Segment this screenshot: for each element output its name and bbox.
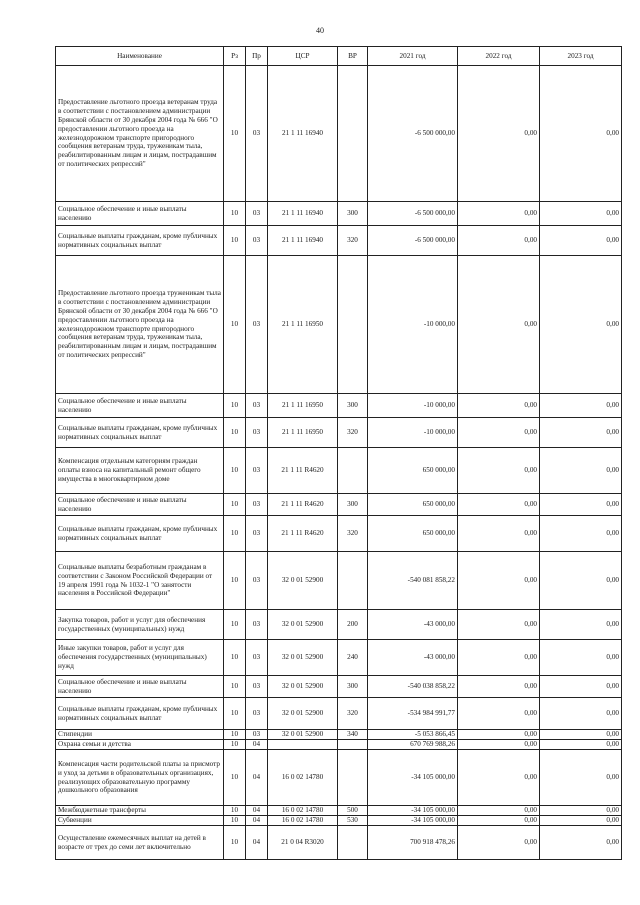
cell-name: Социальное обеспечение и иные выплаты населению [56,394,224,418]
cell-2022: 0,00 [458,418,540,448]
cell-rz: 10 [224,610,246,640]
cell-vr [338,552,368,610]
cell-vr [338,448,368,494]
cell-rz: 10 [224,750,246,806]
cell-2022: 0,00 [458,676,540,698]
cell-rz: 10 [224,816,246,826]
table-row [56,516,622,552]
header-rz: Рз [224,47,246,66]
cell-2021: -534 984 991,77 [368,698,458,730]
cell-rz: 10 [224,256,246,394]
cell-2023: 0,00 [540,418,622,448]
cell-2023: 0,00 [540,826,622,860]
cell-csr: 21 1 11 R4620 [268,494,338,516]
cell-rz: 10 [224,226,246,256]
cell-2021: -10 000,00 [368,256,458,394]
cell-vr: 240 [338,640,368,676]
table-row [56,698,622,730]
cell-pr: 04 [246,826,268,860]
cell-pr: 03 [246,698,268,730]
cell-2022: 0,00 [458,516,540,552]
cell-rz: 10 [224,448,246,494]
cell-pr: 03 [246,226,268,256]
cell-2023: 0,00 [540,494,622,516]
cell-name: Субвенции [56,816,224,826]
cell-csr: 32 0 01 52900 [268,640,338,676]
cell-2021: -43 000,00 [368,610,458,640]
cell-vr: 300 [338,202,368,226]
cell-2023: 0,00 [540,202,622,226]
table-row [56,226,622,256]
cell-2023: 0,00 [540,676,622,698]
cell-2022: 0,00 [458,816,540,826]
table-row [56,676,622,698]
cell-name: Социальное обеспечение и иные выплаты населению [56,494,224,516]
cell-2022: 0,00 [458,552,540,610]
cell-2023: 0,00 [540,552,622,610]
cell-pr: 04 [246,750,268,806]
cell-name: Стипендии [56,730,224,740]
cell-pr: 03 [246,640,268,676]
header-2022: 2022 год [458,47,540,66]
cell-2021: -540 038 858,22 [368,676,458,698]
cell-pr: 03 [246,66,268,202]
cell-csr: 21 1 11 16950 [268,394,338,418]
cell-csr: 21 1 11 R4620 [268,516,338,552]
cell-2021: -540 081 858,22 [368,552,458,610]
cell-2021: -34 105 000,00 [368,806,458,816]
cell-name: Предоставление льготного проезда труженикам тыла в соответствии с постановлением администрации Брянской области от 30 декабря 2004 года № 666 "О предоставлении льготного проезда на железнодорожном транспорте пригородного сообщения ветеранам труда, труженикам тыла, реабилитированным лицам и лицам, пострадавшим от политических репрессий" [56,256,224,394]
cell-name: Межбюджетные трансферты [56,806,224,816]
cell-csr: 21 1 11 16940 [268,202,338,226]
table-row [56,256,622,394]
cell-name: Предоставление льготного проезда ветеранам труда в соответствии с постановлением администрации Брянской области от 30 декабря 2004 года № 666 "О предоставлении льготного проезда на железнодорожном транспорте пригородного сообщения ветеранам труда, труженикам тыла, реабилитированным лицам и лицам, пострадавшим от политических репрессий" [56,66,224,202]
cell-2021: -5 053 866,45 [368,730,458,740]
header-2021: 2021 год [368,47,458,66]
cell-2022: 0,00 [458,448,540,494]
cell-csr: 21 1 11 16950 [268,256,338,394]
cell-2023: 0,00 [540,448,622,494]
cell-csr: 21 1 11 16940 [268,226,338,256]
cell-csr: 32 0 01 52900 [268,676,338,698]
header-pr: Пр [246,47,268,66]
cell-2022: 0,00 [458,202,540,226]
budget-table [55,46,622,860]
cell-name: Социальное обеспечение и иные выплаты населению [56,202,224,226]
cell-name: Социальное обеспечение и иные выплаты населению [56,676,224,698]
cell-2021: -6 500 000,00 [368,202,458,226]
cell-pr: 03 [246,418,268,448]
table-row [56,394,622,418]
cell-csr: 32 0 01 52900 [268,730,338,740]
cell-rz: 10 [224,826,246,860]
cell-rz: 10 [224,806,246,816]
table-row [56,494,622,516]
cell-2021: 650 000,00 [368,448,458,494]
cell-rz: 10 [224,494,246,516]
cell-2022: 0,00 [458,826,540,860]
header-vr: ВР [338,47,368,66]
cell-2022: 0,00 [458,66,540,202]
cell-csr: 16 0 02 14780 [268,750,338,806]
cell-2021: 650 000,00 [368,494,458,516]
cell-pr: 03 [246,448,268,494]
cell-pr: 03 [246,676,268,698]
cell-vr [338,256,368,394]
cell-pr: 03 [246,202,268,226]
cell-pr: 03 [246,494,268,516]
cell-2023: 0,00 [540,750,622,806]
cell-2023: 0,00 [540,816,622,826]
cell-csr: 21 0 04 R3020 [268,826,338,860]
cell-2022: 0,00 [458,610,540,640]
cell-name: Осуществление ежемесячных выплат на детей в возрасте от трех до семи лет включительно [56,826,224,860]
cell-2021: -34 105 000,00 [368,816,458,826]
header-row [56,47,622,66]
cell-2023: 0,00 [540,730,622,740]
table-row [56,66,622,202]
cell-vr: 530 [338,816,368,826]
cell-rz: 10 [224,740,246,750]
header-csr: ЦСР [268,47,338,66]
table-row [56,552,622,610]
cell-rz: 10 [224,676,246,698]
cell-2021: -43 000,00 [368,640,458,676]
cell-csr: 32 0 01 52900 [268,610,338,640]
header-2023: 2023 год [540,47,622,66]
cell-pr: 03 [246,730,268,740]
cell-name: Социальные выплаты безработным гражданам в соответствии с Законом Российской Федерации от 19 апреля 1991 года № 1032-1 "О занятости населения в Российской Федерации" [56,552,224,610]
cell-name: Иные закупки товаров, работ и услуг для обеспечения государственных (муниципальных) нужд [56,640,224,676]
cell-pr: 03 [246,256,268,394]
cell-name: Закупка товаров, работ и услуг для обеспечения государственных (муниципальных) нужд [56,610,224,640]
cell-csr: 16 0 02 14780 [268,806,338,816]
cell-rz: 10 [224,66,246,202]
cell-vr: 300 [338,394,368,418]
cell-vr: 340 [338,730,368,740]
cell-pr: 03 [246,516,268,552]
cell-vr: 300 [338,494,368,516]
cell-vr [338,826,368,860]
cell-2022: 0,00 [458,806,540,816]
cell-2021: 650 000,00 [368,516,458,552]
cell-vr: 300 [338,676,368,698]
table-row [56,610,622,640]
cell-vr: 320 [338,698,368,730]
cell-rz: 10 [224,418,246,448]
cell-csr: 21 1 11 16940 [268,66,338,202]
cell-pr: 04 [246,740,268,750]
cell-2023: 0,00 [540,806,622,816]
cell-vr: 500 [338,806,368,816]
cell-2023: 0,00 [540,66,622,202]
cell-vr [338,750,368,806]
cell-rz: 10 [224,394,246,418]
cell-rz: 10 [224,698,246,730]
cell-csr: 32 0 01 52900 [268,698,338,730]
cell-rz: 10 [224,202,246,226]
cell-name: Социальные выплаты гражданам, кроме публичных нормативных социальных выплат [56,516,224,552]
cell-name: Компенсация отдельным категориям граждан оплаты взноса на капитальный ремонт общего имущества в многоквартирном доме [56,448,224,494]
cell-2022: 0,00 [458,256,540,394]
cell-name: Социальные выплаты гражданам, кроме публичных нормативных социальных выплат [56,698,224,730]
cell-2023: 0,00 [540,394,622,418]
cell-csr: 21 1 11 16950 [268,418,338,448]
cell-rz: 10 [224,516,246,552]
cell-2021: -10 000,00 [368,394,458,418]
cell-2022: 0,00 [458,494,540,516]
cell-vr: 320 [338,516,368,552]
cell-pr: 04 [246,806,268,816]
cell-2022: 0,00 [458,226,540,256]
cell-name: Охрана семьи и детства [56,740,224,750]
cell-pr: 03 [246,394,268,418]
cell-vr [338,740,368,750]
header-name: Наименование [56,47,224,66]
cell-name: Компенсация части родительской платы за присмотр и уход за детьми в образовательных организациях, реализующих образовательную программу дошкольного образования [56,750,224,806]
cell-2023: 0,00 [540,256,622,394]
cell-2021: -6 500 000,00 [368,66,458,202]
cell-2021: 670 769 988,26 [368,740,458,750]
cell-2023: 0,00 [540,516,622,552]
cell-2023: 0,00 [540,698,622,730]
table-row [56,202,622,226]
table-row [56,806,622,816]
cell-2023: 0,00 [540,226,622,256]
page-number: 40 [316,26,324,35]
cell-csr: 21 1 11 R4620 [268,448,338,494]
cell-csr: 16 0 02 14780 [268,816,338,826]
cell-2021: -34 105 000,00 [368,750,458,806]
cell-2022: 0,00 [458,394,540,418]
cell-name: Социальные выплаты гражданам, кроме публичных нормативных социальных выплат [56,418,224,448]
table-row [56,740,622,750]
cell-csr: 32 0 01 52900 [268,552,338,610]
cell-vr: 200 [338,610,368,640]
table-row [56,750,622,806]
cell-2022: 0,00 [458,730,540,740]
cell-vr [338,66,368,202]
table-row [56,730,622,740]
cell-2021: 700 918 478,26 [368,826,458,860]
cell-rz: 10 [224,640,246,676]
cell-vr: 320 [338,226,368,256]
cell-name: Социальные выплаты гражданам, кроме публичных нормативных социальных выплат [56,226,224,256]
cell-pr: 03 [246,552,268,610]
cell-vr: 320 [338,418,368,448]
cell-2022: 0,00 [458,698,540,730]
cell-2021: -6 500 000,00 [368,226,458,256]
cell-pr: 04 [246,816,268,826]
table-row [56,640,622,676]
cell-2022: 0,00 [458,750,540,806]
cell-pr: 03 [246,610,268,640]
cell-2023: 0,00 [540,740,622,750]
cell-2021: -10 000,00 [368,418,458,448]
cell-rz: 10 [224,552,246,610]
table-row [56,826,622,860]
cell-2023: 0,00 [540,640,622,676]
cell-2022: 0,00 [458,740,540,750]
table-row [56,418,622,448]
table-row [56,816,622,826]
cell-csr [268,740,338,750]
cell-rz: 10 [224,730,246,740]
cell-2023: 0,00 [540,610,622,640]
cell-2022: 0,00 [458,640,540,676]
table-row [56,448,622,494]
